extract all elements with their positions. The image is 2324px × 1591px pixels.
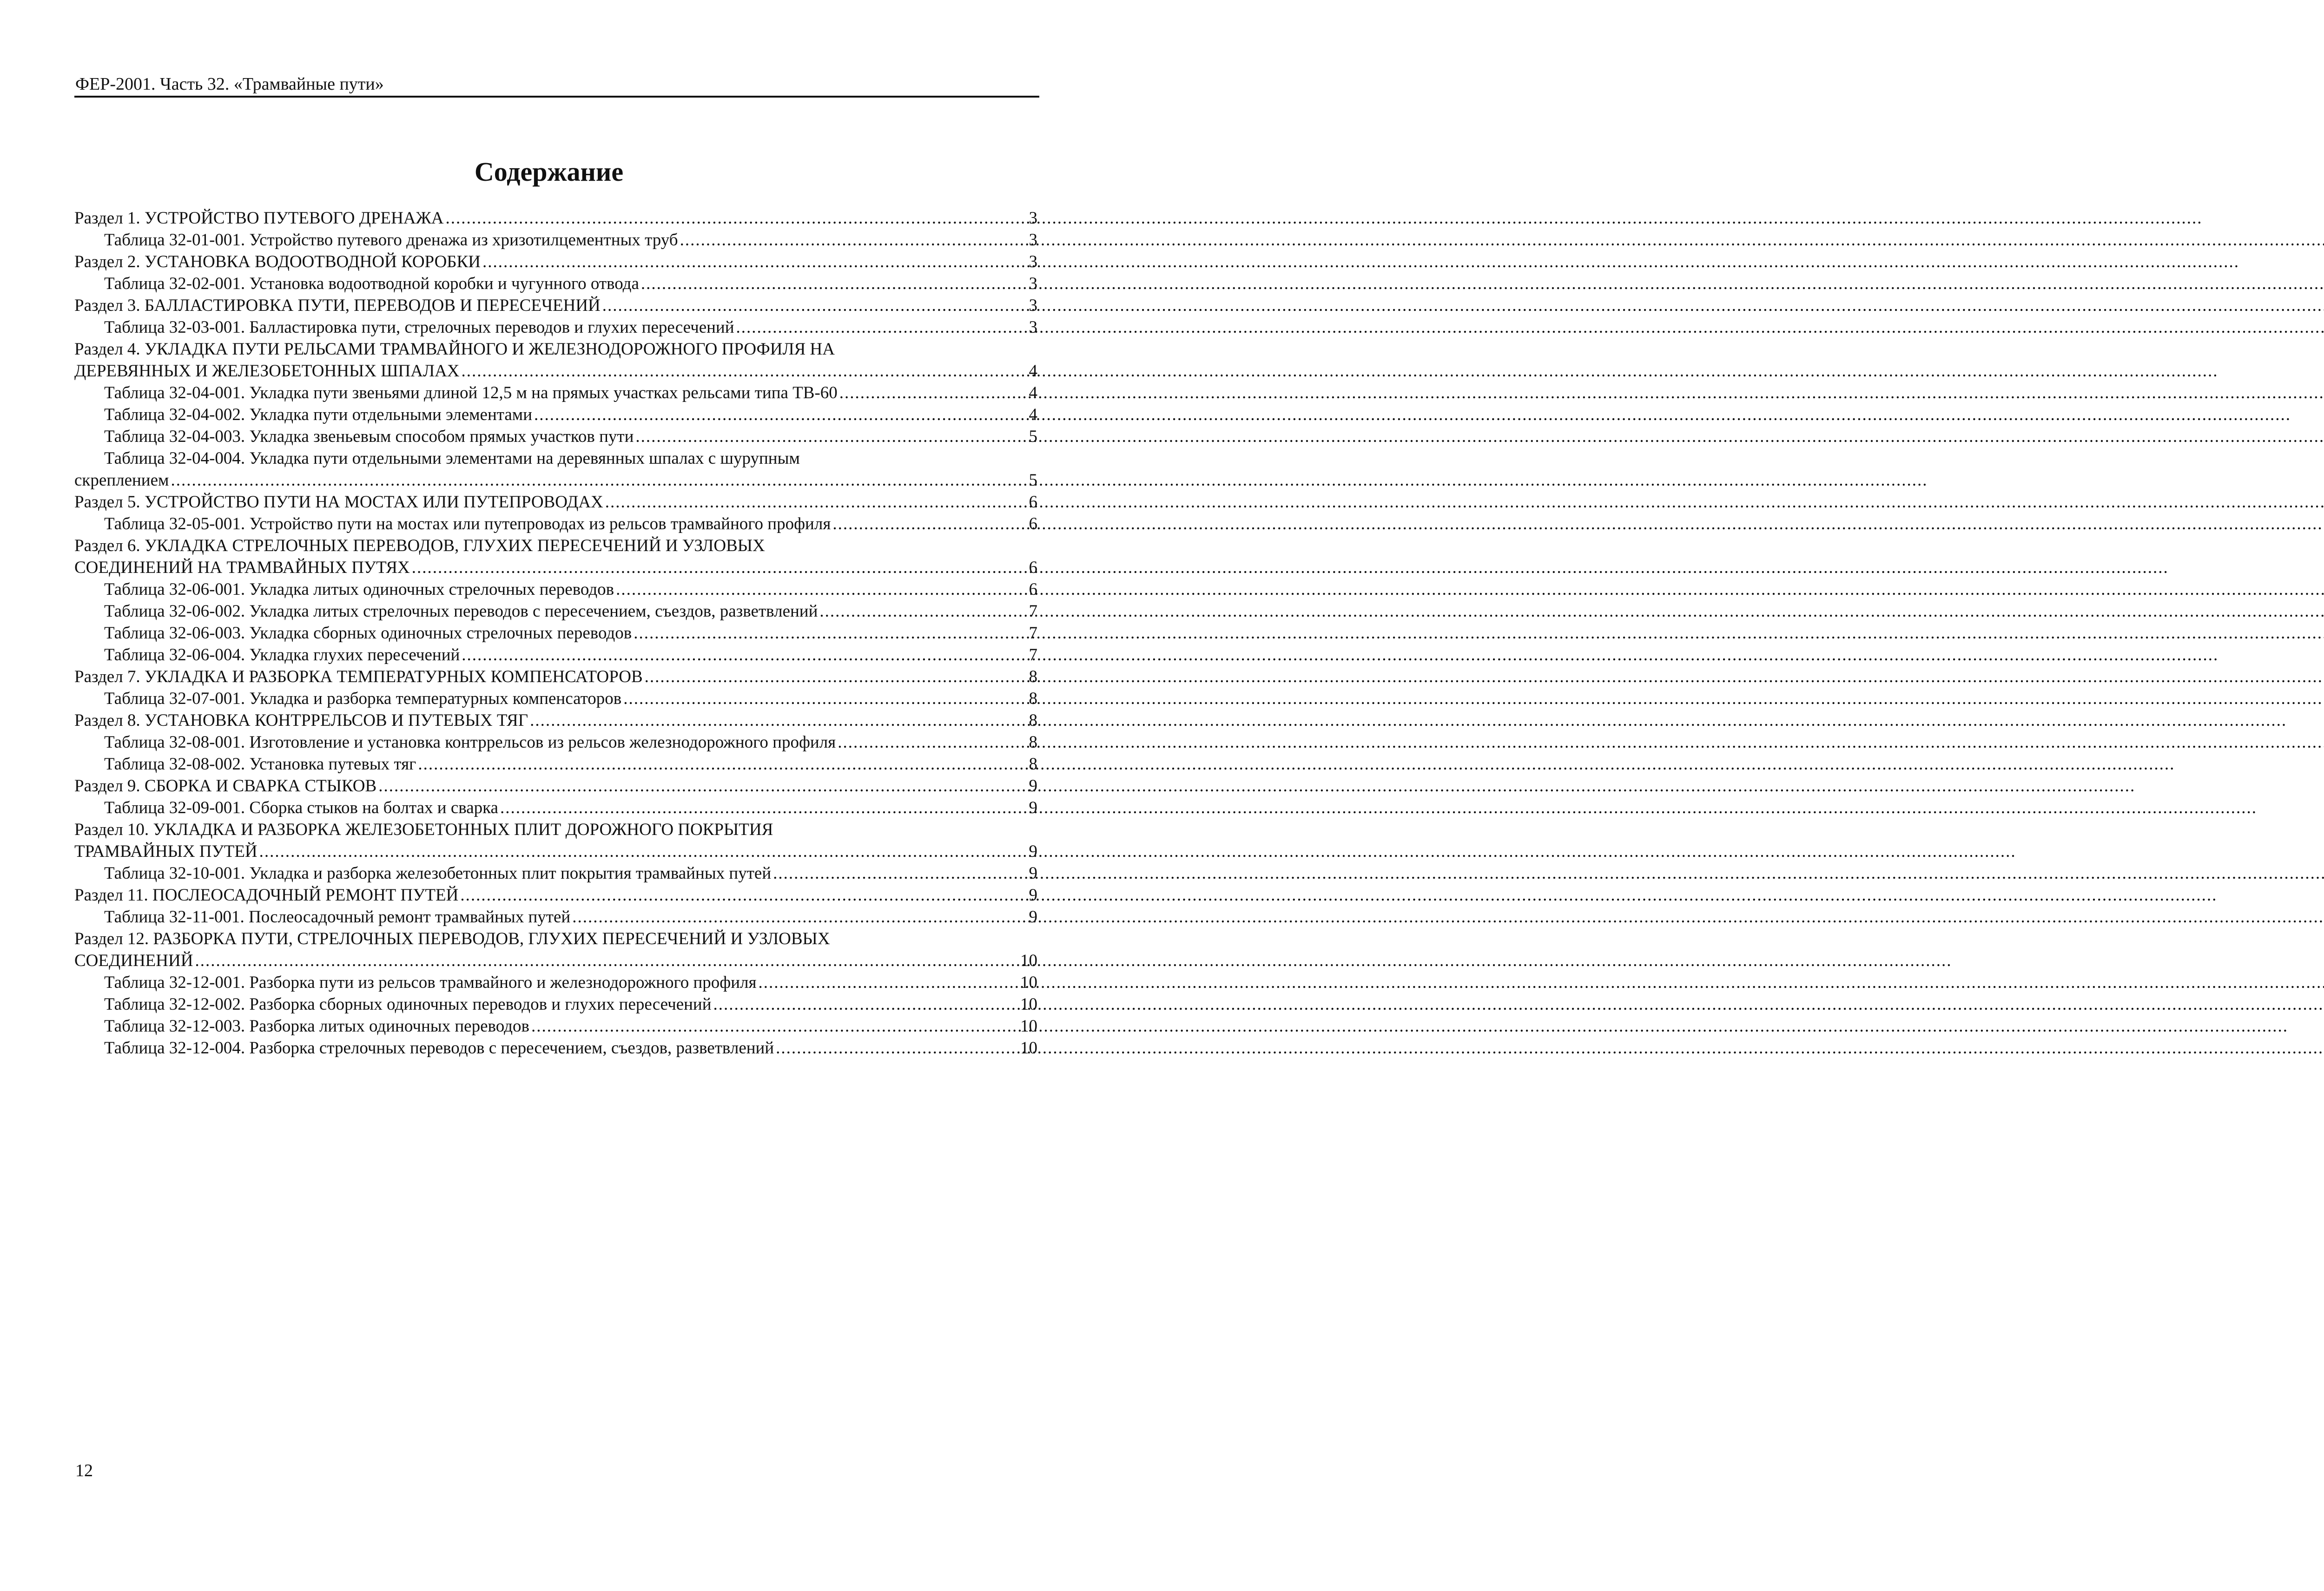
toc-page-number: 4: [1029, 362, 1037, 381]
toc-entry-title: Таблица 32-05-001. Устройство пути на мостах или путепроводах из рельсов трамвайного профиля: [104, 514, 831, 533]
toc-entry-title: СОЕДИНЕНИЙ НА ТРАМВАЙНЫХ ПУТЯХ: [74, 558, 410, 577]
document-page: [0, 0, 1098, 1591]
toc-table-entry[interactable]: [74, 797, 1037, 819]
dot-leader: [635, 426, 1024, 447]
toc-page-number: 5: [1029, 427, 1037, 446]
toc-section-entry[interactable]: [74, 819, 1037, 862]
toc-section-entry[interactable]: [74, 251, 1037, 273]
toc-table-entry[interactable]: [74, 753, 1037, 775]
dot-leader: [530, 710, 1024, 731]
toc-table-entry[interactable]: [74, 644, 1037, 666]
toc-table-entry[interactable]: [74, 513, 1037, 535]
dot-leader: [534, 404, 1024, 426]
dot-leader: [445, 207, 1024, 229]
toc-entry-title: Раздел 8. УСТАНОВКА КОНТРРЕЛЬСОВ И ПУТЕВЫХ ТЯГ: [74, 711, 528, 730]
toc-table-entry[interactable]: [74, 1037, 1037, 1059]
header-rule: [74, 96, 1039, 98]
page-number: 12: [75, 1461, 93, 1480]
toc-section-entry[interactable]: [74, 666, 1037, 688]
dot-leader: [759, 972, 1018, 993]
toc-page-number: 10: [1020, 951, 1037, 970]
toc-section-entry[interactable]: [74, 535, 1037, 579]
toc-table-entry[interactable]: [74, 688, 1037, 710]
toc-page-number: 6: [1029, 558, 1037, 577]
dot-leader: [605, 491, 1024, 513]
toc-page-number: 5: [1029, 471, 1037, 490]
toc-entry-title: Раздел 5. УСТРОЙСТВО ПУТИ НА МОСТАХ ИЛИ ПУТЕПРОВОДАХ: [74, 493, 603, 512]
toc-section-entry[interactable]: [74, 338, 1037, 382]
dot-leader: [641, 273, 1024, 295]
toc-section-entry[interactable]: [74, 884, 1037, 906]
toc-page-number: 6: [1029, 493, 1037, 512]
toc-table-entry[interactable]: [74, 579, 1037, 600]
toc-entry-title: Таблица 32-08-002. Установка путевых тяг: [104, 755, 416, 774]
dot-leader: [378, 775, 1024, 797]
toc-entry-title: Раздел 6. УКЛАДКА СТРЕЛОЧНЫХ ПЕРЕВОДОВ, ГЛУХИХ ПЕРЕСЕЧЕНИЙ И УЗЛОВЫХ: [74, 536, 765, 555]
toc-entry-title: Таблица 32-08-001. Изготовление и установка контррельсов из рельсов железнодорожного профиля: [104, 733, 836, 752]
toc-page-number: 8: [1029, 689, 1037, 708]
toc-page-number: 3: [1029, 274, 1037, 293]
toc-entry-title: Таблица 32-04-001. Укладка пути звеньями длиной 12,5 м на прямых участках рельсами типа ТВ-60: [104, 383, 838, 402]
toc-page-number: 3: [1029, 209, 1037, 228]
dot-leader: [482, 251, 1024, 273]
toc-entry-title: Раздел 2. УСТАНОВКА ВОДООТВОДНОЙ КОРОБКИ: [74, 252, 481, 271]
toc-entry-title: Таблица 32-04-002. Укладка пути отдельными элементами: [104, 405, 533, 424]
toc-page-number: 10: [1020, 1017, 1037, 1036]
toc-page-number: 4: [1029, 405, 1037, 424]
toc-page-number: 3: [1029, 318, 1037, 337]
toc-entry-title: Раздел 12. РАЗБОРКА ПУТИ, СТРЕЛОЧНЫХ ПЕРЕВОДОВ, ГЛУХИХ ПЕРЕСЕЧЕНИЙ И УЗЛОВЫХ: [74, 929, 830, 948]
toc-table-entry[interactable]: [74, 993, 1037, 1015]
toc-section-entry[interactable]: [74, 207, 1037, 229]
toc-page-number: 8: [1029, 733, 1037, 752]
toc-entry-title: Таблица 32-06-001. Укладка литых одиночных стрелочных переводов: [104, 580, 614, 599]
dot-leader: [412, 557, 1024, 579]
toc-entry-title: Раздел 3. БАЛЛАСТИРОВКА ПУТИ, ПЕРЕВОДОВ И ПЕРЕСЕЧЕНИЙ: [74, 296, 601, 315]
toc-section-entry[interactable]: [74, 775, 1037, 797]
toc-entry-title: Раздел 10. УКЛАДКА И РАЗБОРКА ЖЕЛЕЗОБЕТОННЫХ ПЛИТ ДОРОЖНОГО ПОКРЫТИЯ: [74, 820, 773, 839]
toc-table-entry[interactable]: [74, 1015, 1037, 1037]
dot-leader: [680, 229, 1024, 251]
toc-entry-title: Таблица 32-07-001. Укладка и разборка температурных компенсаторов: [104, 689, 622, 708]
dot-leader: [616, 579, 1024, 600]
running-header: ФЕР-2001. Часть 32. «Трамвайные пути»: [75, 74, 384, 94]
dot-leader: [634, 622, 1024, 644]
dot-leader: [832, 513, 1024, 535]
toc-section-entry[interactable]: [74, 928, 1037, 972]
toc-page-number: 8: [1029, 711, 1037, 730]
toc-table-entry[interactable]: [74, 404, 1037, 426]
toc-entry-title: Таблица 32-12-001. Разборка пути из рельсов трамвайного и железнодорожного профиля: [104, 973, 757, 992]
toc-page-number: 8: [1029, 755, 1037, 774]
dot-leader: [736, 316, 1024, 338]
toc-table-entry[interactable]: [74, 600, 1037, 622]
dot-leader: [171, 469, 1024, 491]
toc-entry-title: Таблица 32-04-004. Укладка пути отдельными элементами на деревянных шпалах с шурупным: [104, 449, 800, 468]
toc-entry-title: Таблица 32-06-002. Укладка литых стрелочных переводов с пересечением, съездов, разветвлений: [104, 602, 818, 621]
toc-entry-title: Таблица 32-10-001. Укладка и разборка железобетонных плит покрытия трамвайных путей: [104, 864, 772, 883]
table-of-contents: [74, 207, 1037, 1059]
toc-page-number: 4: [1029, 383, 1037, 402]
toc-entry-title: Таблица 32-04-003. Укладка звеньевым способом прямых участков пути: [104, 427, 634, 446]
dot-leader: [460, 884, 1024, 906]
toc-entry-title: Таблица 32-06-004. Укладка глухих пересечений: [104, 645, 460, 664]
toc-entry-title: Таблица 32-12-003. Разборка литых одиночных переводов: [104, 1017, 529, 1036]
dot-leader: [195, 950, 1018, 972]
toc-table-entry[interactable]: [74, 862, 1037, 884]
toc-section-entry[interactable]: [74, 295, 1037, 316]
toc-page-number: 9: [1029, 886, 1037, 905]
toc-entry-title: ТРАМВАЙНЫХ ПУТЕЙ: [74, 842, 257, 861]
toc-entry-title: Таблица 32-12-004. Разборка стрелочных переводов с пересечением, съездов, разветвлений: [104, 1039, 774, 1058]
toc-entry-title: Таблица 32-03-001. Балластировка пути, стрелочных переводов и глухих пересечений: [104, 318, 734, 337]
toc-entry-title: ДЕРЕВЯННЫХ И ЖЕЛЕЗОБЕТОННЫХ ШПАЛАХ: [74, 362, 460, 381]
toc-page-number: 7: [1029, 624, 1037, 643]
toc-page-number: 3: [1029, 252, 1037, 271]
toc-table-entry[interactable]: [74, 273, 1037, 295]
dot-leader: [713, 993, 1018, 1015]
toc-entry-title: Таблица 32-01-001. Устройство путевого дренажа из хризотилцементных труб: [104, 230, 678, 250]
toc-table-entry[interactable]: [74, 316, 1037, 338]
dot-leader: [500, 797, 1024, 819]
toc-page-number: 7: [1029, 602, 1037, 621]
toc-entry-title: Раздел 11. ПОСЛЕОСАДОЧНЫЙ РЕМОНТ ПУТЕЙ: [74, 886, 459, 905]
toc-table-entry[interactable]: [74, 382, 1037, 404]
toc-page-number: 8: [1029, 667, 1037, 686]
toc-entry-title: Раздел 1. УСТРОЙСТВО ПУТЕВОГО ДРЕНАЖА: [74, 209, 444, 228]
toc-table-entry[interactable]: [74, 229, 1037, 251]
dot-leader: [623, 688, 1024, 710]
toc-table-entry[interactable]: [74, 447, 1037, 491]
toc-entry-title: скреплением: [74, 471, 169, 490]
dot-leader: [572, 906, 1024, 928]
dot-leader: [645, 666, 1024, 688]
toc-entry-title: Таблица 32-06-003. Укладка сборных одиночных стрелочных переводов: [104, 624, 632, 643]
toc-table-entry[interactable]: [74, 426, 1037, 447]
toc-table-entry[interactable]: [74, 622, 1037, 644]
toc-entry-title: Таблица 32-12-002. Разборка сборных одиночных переводов и глухих пересечений: [104, 995, 712, 1014]
toc-table-entry[interactable]: [74, 906, 1037, 928]
toc-page-number: 10: [1020, 1039, 1037, 1058]
dot-leader: [602, 295, 1024, 316]
toc-page-number: 3: [1029, 296, 1037, 315]
toc-entry-title: Таблица 32-02-001. Установка водоотводной коробки и чугунного отвода: [104, 274, 639, 293]
toc-page-number: 3: [1029, 230, 1037, 250]
dot-leader: [462, 360, 1024, 382]
toc-page-number: 9: [1029, 798, 1037, 817]
toc-entry-title: Раздел 7. УКЛАДКА И РАЗБОРКА ТЕМПЕРАТУРНЫХ КОМПЕНСАТОРОВ: [74, 667, 643, 686]
dot-leader: [531, 1015, 1018, 1037]
toc-section-entry[interactable]: [74, 491, 1037, 513]
dot-leader: [839, 382, 1024, 404]
toc-table-entry[interactable]: [74, 731, 1037, 753]
dot-leader: [776, 1037, 1018, 1059]
dot-leader: [462, 644, 1024, 666]
toc-page-number: 10: [1020, 973, 1037, 992]
dot-leader: [773, 862, 1024, 884]
toc-page-number: 9: [1029, 907, 1037, 927]
toc-page-number: 9: [1029, 842, 1037, 861]
toc-page-number: 6: [1029, 514, 1037, 533]
toc-section-entry[interactable]: [74, 710, 1037, 731]
page-title: Содержание: [474, 157, 624, 187]
toc-page-number: 9: [1029, 864, 1037, 883]
toc-entry-title: Таблица 32-09-001. Сборка стыков на болтах и сварка: [104, 798, 498, 817]
dot-leader: [259, 841, 1024, 862]
toc-page-number: 9: [1029, 776, 1037, 796]
dot-leader: [819, 600, 1024, 622]
toc-page-number: 10: [1020, 995, 1037, 1014]
toc-entry-title: СОЕДИНЕНИЙ: [74, 951, 193, 970]
dot-leader: [418, 753, 1024, 775]
toc-page-number: 7: [1029, 645, 1037, 664]
toc-entry-title: Раздел 4. УКЛАДКА ПУТИ РЕЛЬСАМИ ТРАМВАЙНОГО И ЖЕЛЕЗНОДОРОЖНОГО ПРОФИЛЯ НА: [74, 340, 835, 359]
toc-page-number: 6: [1029, 580, 1037, 599]
toc-table-entry[interactable]: [74, 972, 1037, 993]
dot-leader: [838, 731, 1024, 753]
toc-entry-title: Раздел 9. СБОРКА И СВАРКА СТЫКОВ: [74, 776, 377, 796]
toc-entry-title: Таблица 32-11-001. Послеосадочный ремонт трамвайных путей: [104, 907, 571, 927]
